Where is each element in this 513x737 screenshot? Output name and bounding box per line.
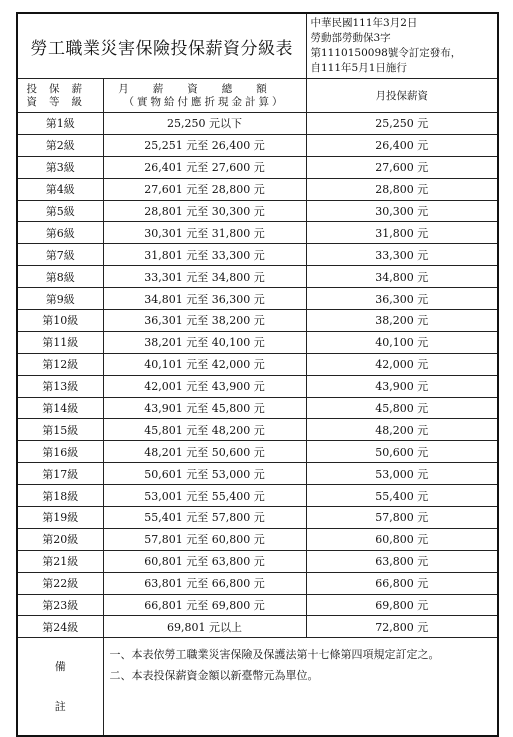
grade-header-line: 資等級 xyxy=(26,95,94,108)
grade-cell: 第6級 xyxy=(17,222,103,244)
wage-grade-table xyxy=(16,12,499,737)
wage-range-cell: 69,801 元以上 xyxy=(103,616,306,638)
wage-range-cell: 25,251 元至 26,400 元 xyxy=(103,134,306,156)
insured-wage-cell: 72,800 元 xyxy=(306,616,498,638)
grade-cell: 第2級 xyxy=(17,134,103,156)
insured-wage-cell: 43,900 元 xyxy=(306,375,498,397)
grade-cell: 第5級 xyxy=(17,200,103,222)
wage-range-cell: 45,801 元至 48,200 元 xyxy=(103,419,306,441)
grade-cell: 第13級 xyxy=(17,375,103,397)
table-row xyxy=(17,134,498,156)
insured-wage-cell: 34,800 元 xyxy=(306,266,498,288)
grade-cell: 第11級 xyxy=(17,331,103,353)
note-item: 一、本表依勞工職業災害保險及保護法第十七條第四項規定訂定之。 xyxy=(109,648,440,662)
notes-label xyxy=(17,638,103,737)
wage-range-cell: 66,801 元至 69,800 元 xyxy=(103,594,306,616)
grade-cell: 第12級 xyxy=(17,353,103,375)
issuance-line: 勞動部勞動保3字 xyxy=(310,32,391,44)
table-row xyxy=(17,310,498,332)
issuance-line: 中華民國111年3月2日 xyxy=(310,17,418,29)
wage-column-header xyxy=(103,79,306,113)
insured-wage-cell: 60,800 元 xyxy=(306,528,498,550)
grade-cell: 第17級 xyxy=(17,463,103,485)
insured-wage-cell: 69,800 元 xyxy=(306,594,498,616)
insured-wage-cell: 25,250 元 xyxy=(306,113,498,135)
insured-wage-cell: 48,200 元 xyxy=(306,419,498,441)
table-row xyxy=(17,200,498,222)
document-title: 勞工職業災害保險投保薪資分級表 xyxy=(17,13,306,79)
grade-cell: 第24級 xyxy=(17,616,103,638)
wage-range-cell: 40,101 元至 42,000 元 xyxy=(103,353,306,375)
insured-wage-cell: 53,000 元 xyxy=(306,463,498,485)
wage-range-cell: 57,801 元至 60,800 元 xyxy=(103,528,306,550)
table-row xyxy=(17,419,498,441)
insured-wage-cell: 38,200 元 xyxy=(306,310,498,332)
wage-range-cell: 25,250 元以下 xyxy=(103,113,306,135)
insured-column-header: 月投保薪資 xyxy=(306,79,498,113)
insured-wage-cell: 33,300 元 xyxy=(306,244,498,266)
title-row xyxy=(17,13,498,79)
insured-wage-cell: 50,600 元 xyxy=(306,441,498,463)
wage-range-cell: 26,401 元至 27,600 元 xyxy=(103,156,306,178)
table-row xyxy=(17,178,498,200)
insured-wage-cell: 40,100 元 xyxy=(306,331,498,353)
insured-wage-cell: 28,800 元 xyxy=(306,178,498,200)
notes-label-bottom: 註 xyxy=(54,699,66,713)
insured-wage-cell: 26,400 元 xyxy=(306,134,498,156)
table-row xyxy=(17,375,498,397)
table-row xyxy=(17,616,498,638)
grade-cell: 第23級 xyxy=(17,594,103,616)
insured-wage-cell: 36,300 元 xyxy=(306,288,498,310)
insured-wage-cell: 27,600 元 xyxy=(306,156,498,178)
table-row xyxy=(17,222,498,244)
table-row xyxy=(17,266,498,288)
wage-range-cell: 60,801 元至 63,800 元 xyxy=(103,550,306,572)
table-row xyxy=(17,113,498,135)
table-row xyxy=(17,463,498,485)
grade-cell: 第20級 xyxy=(17,528,103,550)
table-row xyxy=(17,572,498,594)
grade-cell: 第4級 xyxy=(17,178,103,200)
wage-range-cell: 42,001 元至 43,900 元 xyxy=(103,375,306,397)
table-row xyxy=(17,244,498,266)
wage-grade-document xyxy=(16,12,497,737)
insured-wage-cell: 66,800 元 xyxy=(306,572,498,594)
table-row xyxy=(17,594,498,616)
wage-header-line: （實物給付應折現金計算） xyxy=(123,95,286,108)
table-row xyxy=(17,397,498,419)
insured-wage-cell: 31,800 元 xyxy=(306,222,498,244)
grade-cell: 第7級 xyxy=(17,244,103,266)
grade-cell: 第19級 xyxy=(17,507,103,529)
table-row xyxy=(17,507,498,529)
grade-rows xyxy=(17,113,498,638)
grade-cell: 第16級 xyxy=(17,441,103,463)
table-row xyxy=(17,485,498,507)
table-row xyxy=(17,288,498,310)
grade-header-line: 投保薪 xyxy=(26,82,94,95)
notes-row xyxy=(17,638,498,737)
wage-range-cell: 63,801 元至 66,800 元 xyxy=(103,572,306,594)
grade-cell: 第1級 xyxy=(17,113,103,135)
issuance-line: 第1110150098號令訂定發布， xyxy=(310,47,462,59)
grade-cell: 第21級 xyxy=(17,550,103,572)
note-item: 二、本表投保薪資金額以新臺幣元為單位。 xyxy=(109,669,319,683)
table-row xyxy=(17,156,498,178)
table-row xyxy=(17,528,498,550)
wage-range-cell: 48,201 元至 50,600 元 xyxy=(103,441,306,463)
grade-cell: 第8級 xyxy=(17,266,103,288)
grade-cell: 第14級 xyxy=(17,397,103,419)
issuance-line: 自111年5月1日施行 xyxy=(310,62,407,74)
insured-wage-cell: 30,300 元 xyxy=(306,200,498,222)
wage-range-cell: 27,601 元至 28,800 元 xyxy=(103,178,306,200)
grade-cell: 第22級 xyxy=(17,572,103,594)
table-row xyxy=(17,441,498,463)
insured-wage-cell: 63,800 元 xyxy=(306,550,498,572)
wage-range-cell: 43,901 元至 45,800 元 xyxy=(103,397,306,419)
notes-content xyxy=(103,638,498,737)
insured-wage-cell: 45,800 元 xyxy=(306,397,498,419)
grade-column-header xyxy=(17,79,103,113)
grade-cell: 第3級 xyxy=(17,156,103,178)
table-row xyxy=(17,353,498,375)
wage-range-cell: 50,601 元至 53,000 元 xyxy=(103,463,306,485)
issuance-note xyxy=(306,13,498,79)
wage-range-cell: 53,001 元至 55,400 元 xyxy=(103,485,306,507)
wage-range-cell: 55,401 元至 57,800 元 xyxy=(103,507,306,529)
grade-cell: 第10級 xyxy=(17,310,103,332)
insured-wage-cell: 55,400 元 xyxy=(306,485,498,507)
notes-label-top: 備 xyxy=(54,659,66,673)
wage-range-cell: 28,801 元至 30,300 元 xyxy=(103,200,306,222)
wage-range-cell: 30,301 元至 31,800 元 xyxy=(103,222,306,244)
insured-wage-cell: 57,800 元 xyxy=(306,507,498,529)
table-row xyxy=(17,331,498,353)
wage-range-cell: 31,801 元至 33,300 元 xyxy=(103,244,306,266)
grade-cell: 第9級 xyxy=(17,288,103,310)
grade-cell: 第15級 xyxy=(17,419,103,441)
table-row xyxy=(17,550,498,572)
wage-range-cell: 34,801 元至 36,300 元 xyxy=(103,288,306,310)
wage-range-cell: 33,301 元至 34,800 元 xyxy=(103,266,306,288)
insured-wage-cell: 42,000 元 xyxy=(306,353,498,375)
wage-range-cell: 38,201 元至 40,100 元 xyxy=(103,331,306,353)
wage-header-line: 月薪資總額 xyxy=(118,82,291,95)
column-header-row xyxy=(17,79,498,113)
grade-cell: 第18級 xyxy=(17,485,103,507)
wage-range-cell: 36,301 元至 38,200 元 xyxy=(103,310,306,332)
